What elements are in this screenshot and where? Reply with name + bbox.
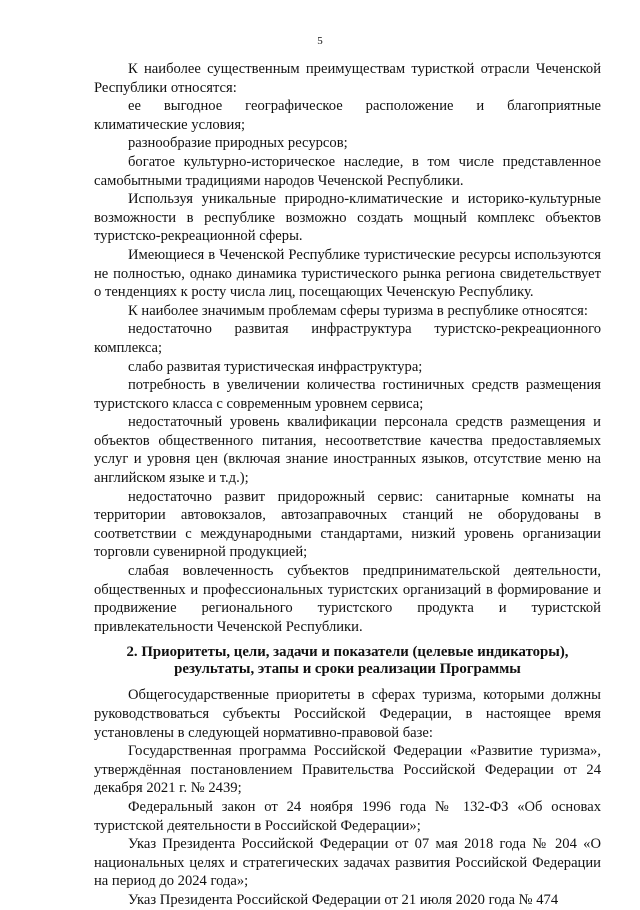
paragraph: недостаточный уровень квалификации персонала средств размещения и объектов общественного питания, несоответствие качества предоставляемых услуг и уровня цен (включая знание иностранных языков, отсутствие меню на английском языке и т.д.); [94, 414, 601, 487]
paragraph: Используя уникальные природно-климатические и историко-культурные возможности в республике возможно создать мощный комплекс объектов туристско-рекреационной сферы. [94, 191, 601, 245]
paragraph: Федеральный закон от 24 ноября 1996 года № 132-ФЗ «Об основах туристской деятельности в Российской Федерации»; [94, 798, 601, 834]
paragraph: слабо развитая туристическая инфраструктура; [128, 358, 423, 375]
paragraph: богатое культурно-историческое наследие, в том числе представленное самобытными традициями народов Чеченской Республики. [94, 153, 601, 189]
paragraph: Имеющиеся в Чеченской Республике туристические ресурсы используются не полностью, однако динамика туристического рынка региона свидетельствует о тенденциях к росту числа лиц, посещающих Чеченскую Республику. [94, 246, 601, 301]
paragraph: К наиболее существенным преимуществам туристкой отрасли Чеченской Республики относятся: [94, 61, 601, 96]
paragraph: потребность в увеличении количества гостиничных средств размещения туристского класса с современным уровнем сервиса; [94, 377, 601, 412]
paragraph: Государственная программа Российской Федерации «Развитие туризма», утверждённая постановлением Правительства Российской Федерации от 24 декабря 2021 г. № 2439; [94, 743, 601, 797]
paragraph: слабая вовлеченность субъектов предпринимательской деятельности, общественных и профессиональных туристских организаций в формирование и продвижение регионального туристского продукта и туристской привлекательности Чеченской Республики. [94, 563, 601, 635]
paragraph: ее выгодное географическое расположение и благоприятные климатические условия; [94, 98, 601, 133]
heading-line-1: 2. Приоритеты, цели, задачи и показатели (целевые индикаторы), [126, 644, 569, 661]
paragraph: Общегосударственные приоритеты в сферах туризма, которыми должны руководствоваться субъекты Российской Федерации, в настоящее время установлены в следующей нормативно-правовой базе: [94, 687, 601, 741]
document-body [94, 60, 601, 910]
paragraph: разнообразие природных ресурсов; [128, 135, 348, 152]
page-number: 5 [317, 35, 323, 47]
paragraph: Указ Президента Российской Федерации от 07 мая 2018 года № 204 «О национальных целях и стратегических задачах развития Российской Федерации на период до 2024 года»; [94, 836, 601, 890]
paragraph: К наиболее значимым проблемам сферы туризма в республике относятся: [128, 302, 588, 319]
paragraph: недостаточно развитая инфраструктура туристско-рекреационного комплекса; [94, 321, 601, 356]
paragraph: недостаточно развит придорожный сервис: санитарные комнаты на территории автовокзалов, автозаправочных станций не оборудованы в соответствии с международными стандартами, низкий уровень организации торговли сувенирной продукцией; [94, 488, 601, 561]
paragraph: Указ Президента Российской Федерации от 21 июля 2020 года № 474 [128, 891, 559, 908]
section-heading [94, 644, 601, 678]
section-advantages-problems [94, 60, 601, 636]
section-priorities [94, 686, 601, 909]
heading-line-2: результаты, этапы и сроки реализации Программы [174, 661, 521, 678]
